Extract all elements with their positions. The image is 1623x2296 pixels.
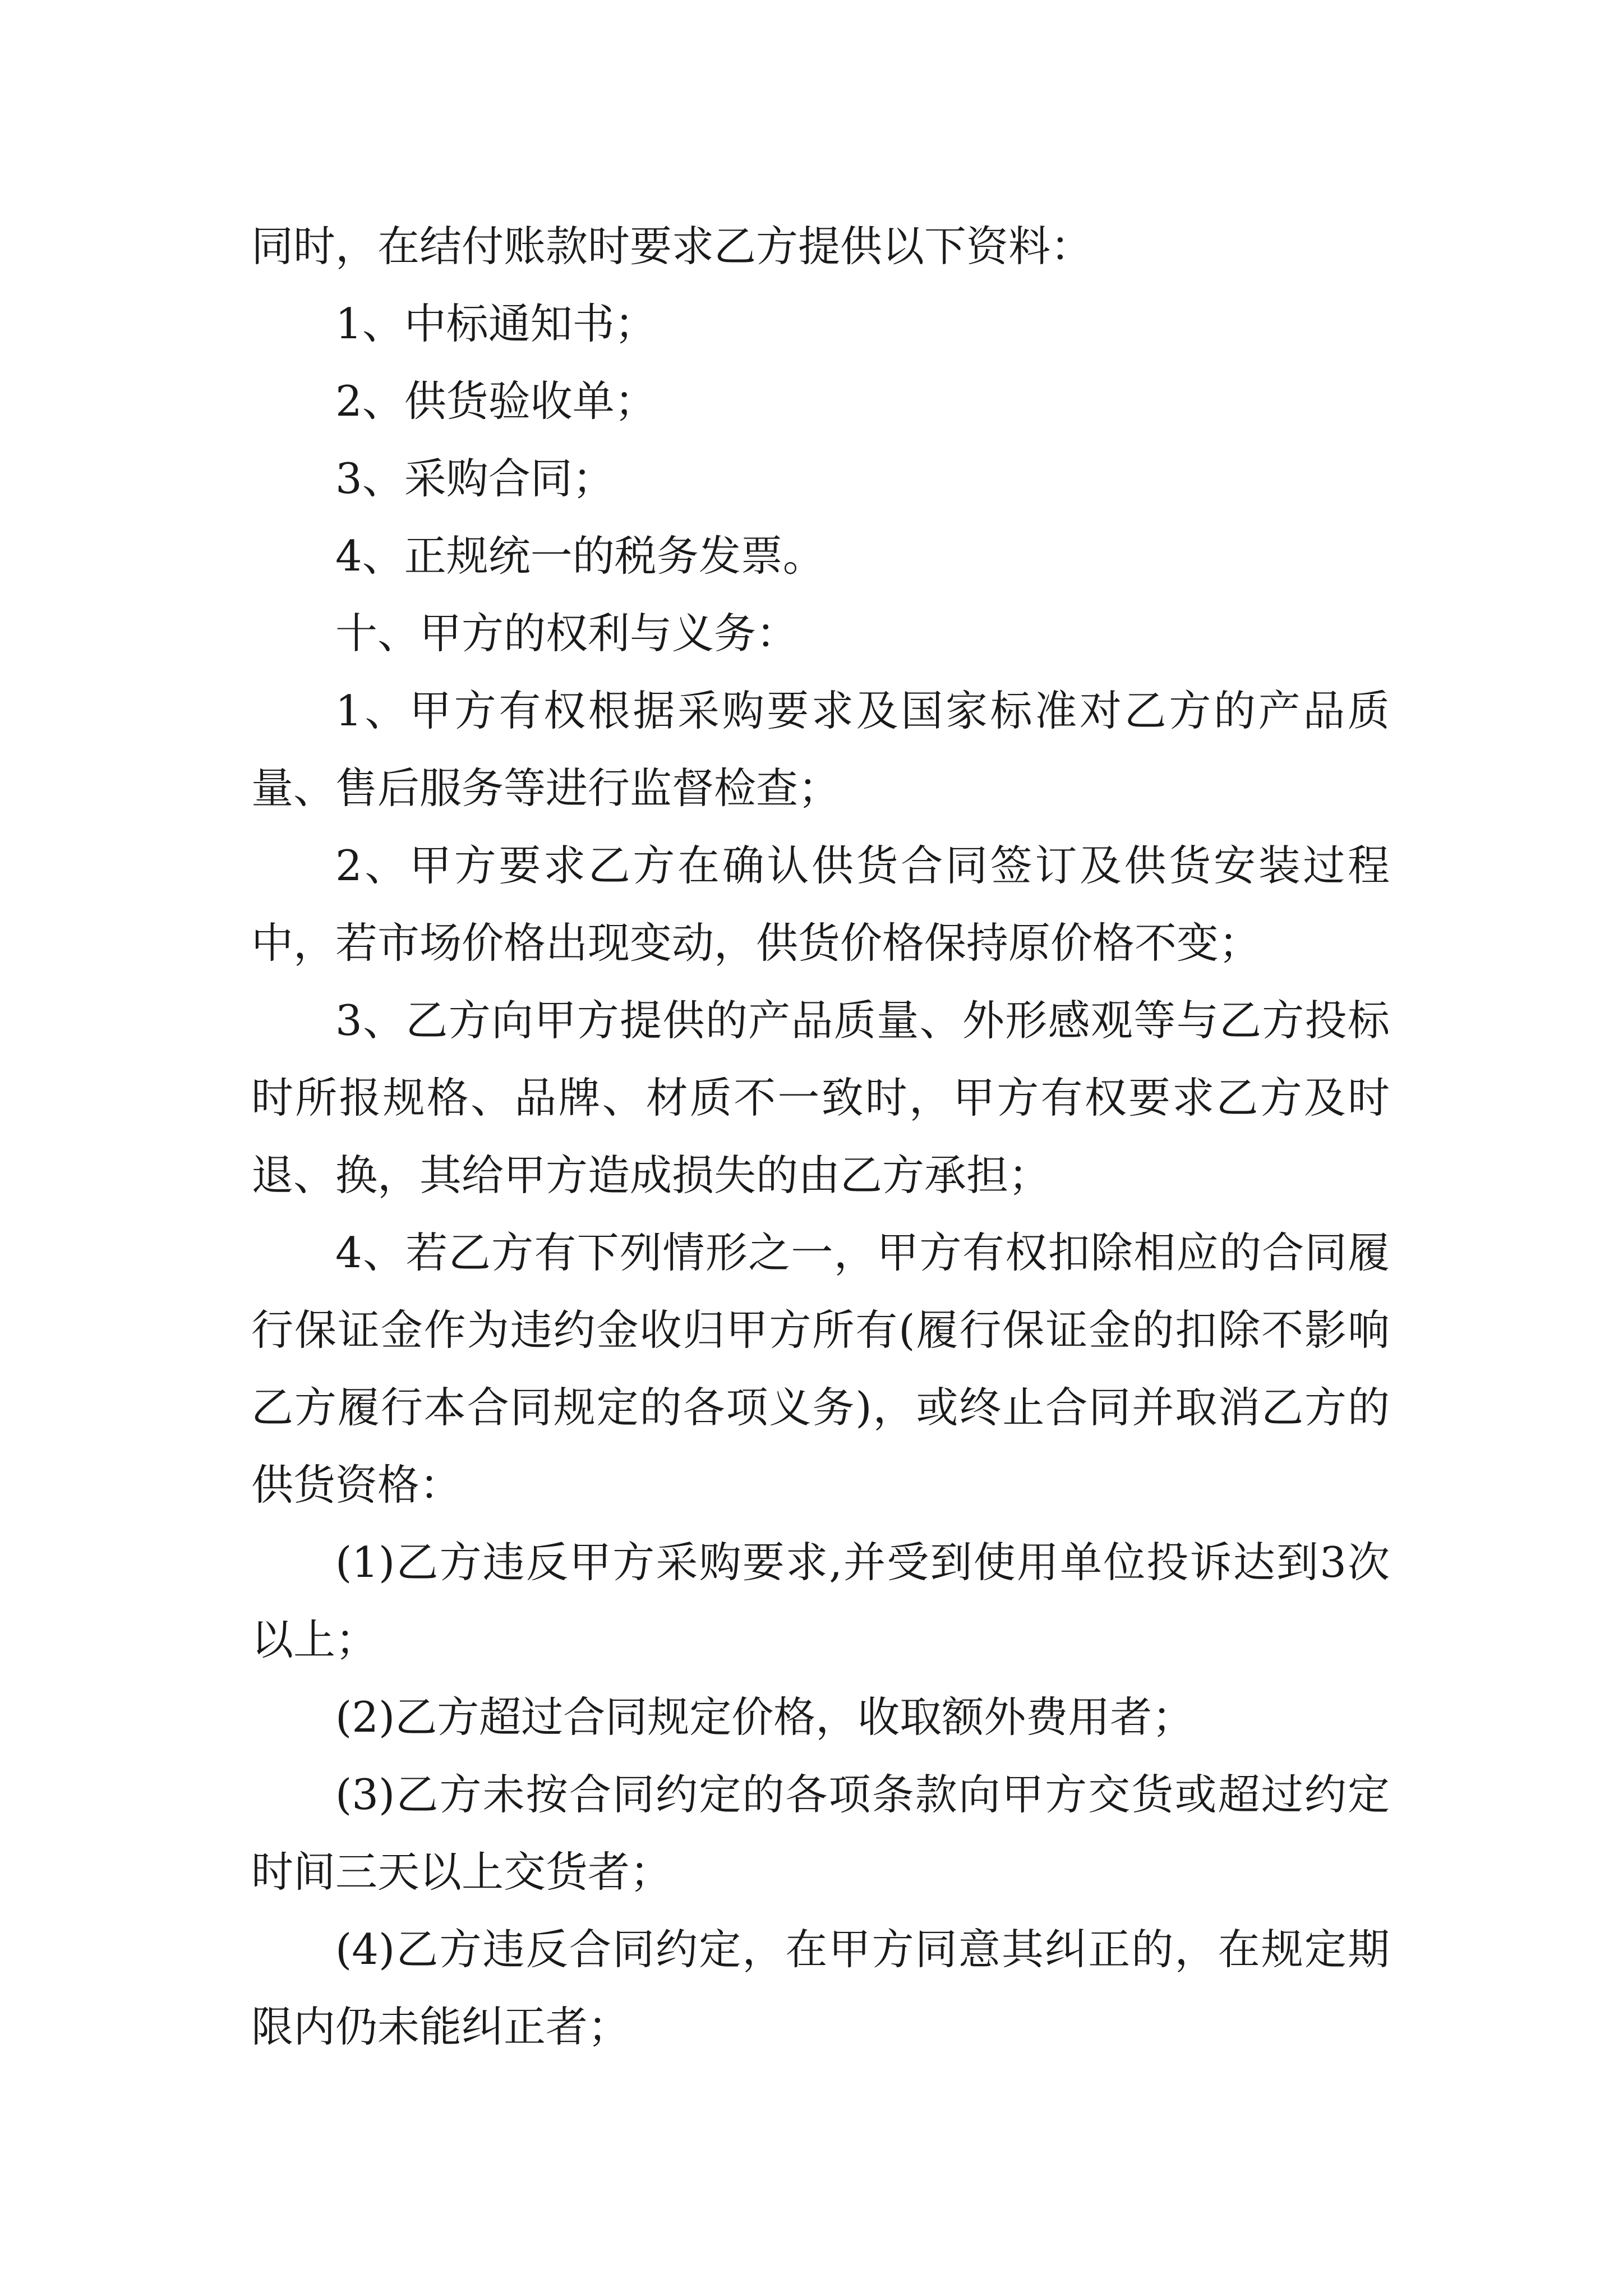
paragraph-item-purchase-contract: 3、采购合同； xyxy=(335,454,615,503)
paragraph-subclause-3: (3)乙方未按合同约定的各项条款向甲方交货或超过约定时间三天以上交货者； xyxy=(251,1770,1390,1897)
document-body xyxy=(251,208,1390,2065)
section-heading-rights-obligations: 十、甲方的权利与义务： xyxy=(335,609,799,658)
paragraph-subclause-4: (4)乙方违反合同约定，在甲方同意其纠正的，在规定期限内仍未能纠正者； xyxy=(251,1925,1390,2051)
paragraph-clause-2: 2、甲方要求乙方在确认供货合同签订及供货安装过程中，若市场价格出现变动，供货价格保持原价格不变； xyxy=(251,841,1390,968)
paragraph-clause-4: 4、若乙方有下列情形之一，甲方有权扣除相应的合同履行保证金作为违约金收归甲方所有(履行保证金的扣除不影响乙方履行本合同规定的各项义务)，或终止合同并取消乙方的供货资格： xyxy=(251,1228,1390,1510)
paragraph-item-acceptance-form: 2、供货验收单； xyxy=(335,376,657,426)
paragraph-intro: 同时，在结付账款时要求乙方提供以下资料： xyxy=(251,222,1093,271)
paragraph-item-tax-invoice: 4、正规统一的税务发票。 xyxy=(335,531,825,581)
paragraph-subclause-1: (1)乙方违反甲方采购要求,并受到使用单位投诉达到3次以上； xyxy=(251,1538,1390,1664)
paragraph-item-bid-notice: 1、中标通知书； xyxy=(335,299,657,348)
paragraph-clause-1: 1、甲方有权根据采购要求及国家标准对乙方的产品质量、售后服务等进行监督检查； xyxy=(251,686,1390,813)
paragraph-subclause-2: (2)乙方超过合同规定价格，收取额外费用者； xyxy=(335,1692,1195,1742)
paragraph-clause-3: 3、乙方向甲方提供的产品质量、外形感观等与乙方投标时所报规格、品牌、材质不一致时，甲方有权要求乙方及时退、换，其给甲方造成损失的由乙方承担； xyxy=(251,996,1390,1200)
